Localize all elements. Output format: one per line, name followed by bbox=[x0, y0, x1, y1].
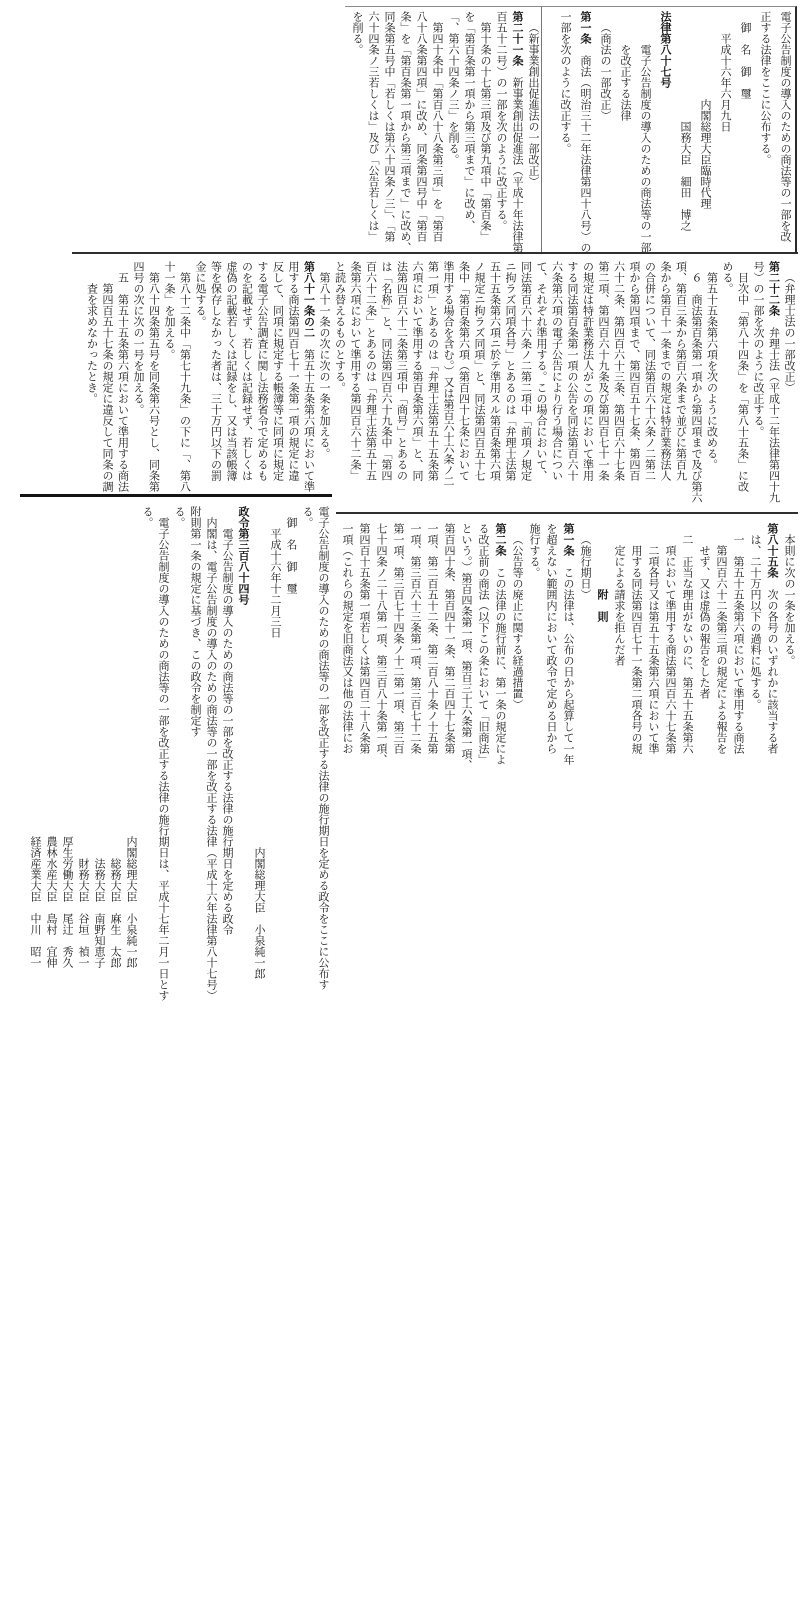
text-column: 号）の一部を次のように改正する。 bbox=[752, 261, 764, 437]
text-column: 条第六項において準用する第四百六十二条」 bbox=[349, 261, 361, 481]
text-column: 六条第六項の電子公告により行う場合につい bbox=[550, 261, 563, 481]
text-column: 六十四条ノ三若しくは」及び「公告若しくは」 bbox=[367, 11, 379, 242]
text-column: 法第四百六十二条第三項中「商号」とあるの bbox=[395, 261, 408, 481]
text-column: 国務大臣 細田 博之 bbox=[679, 121, 691, 231]
text-column: 第四百五十七条の規定に違反して同条の調 bbox=[101, 283, 113, 492]
text-column: の合併について、同法第百六十六条ノ二第二 bbox=[643, 261, 656, 481]
text-column: 平成十六年十二月三日 bbox=[269, 528, 281, 638]
text-column: 第二条 この法律の施行前に、第一条の規定によ bbox=[494, 523, 506, 765]
text-column: 四号の次に次の一号を加える。 bbox=[132, 261, 144, 415]
text-column: 一 第五十五条第六項において準用する商法 bbox=[732, 534, 744, 754]
text-column: は「名称」と、同法第四百六十九条中「第四 bbox=[380, 261, 392, 481]
text-column: 用する同法第四百七十一条第二項各号の規 bbox=[630, 545, 642, 754]
text-column: 附則第一条の規定に基づき、この政令を制定す bbox=[189, 506, 201, 737]
text-column: て、それぞれ準用する。この場合において、 bbox=[535, 261, 547, 481]
text-column: 二項各号又は第五十五条第六項において準 bbox=[647, 545, 659, 754]
text-column: 第一項、第三百七十四条ノ十二第一項、第三百 bbox=[392, 523, 404, 754]
text-column: 一部を次のように改正する。 bbox=[559, 11, 571, 154]
law-87-promulgation-section bbox=[345, 6, 797, 252]
text-column: 百五十二号）の一部を次のように改正する。 bbox=[495, 11, 507, 231]
text-column: 第四十条中「第百八十八条第三項」を「第百 bbox=[431, 22, 443, 242]
text-column: 平成十六年六月九日 bbox=[719, 33, 731, 132]
text-column: 附 則 bbox=[596, 589, 608, 622]
text-column: ニ拘ラズ同項各号」とあるのは「弁理士法第 bbox=[504, 261, 516, 481]
text-column: 第八十一条の二 第五十五条第六項において準 bbox=[302, 261, 315, 492]
signature-minister-economy: 経済産業大臣 中川 昭一 bbox=[29, 836, 41, 968]
text-column: 査を求めなかったとき。 bbox=[85, 283, 98, 404]
law-87-promulgation-page bbox=[541, 7, 795, 252]
text-column: 電子公告制度の導入のための商法等の一部を改正する法律の施行期日を定める政令 bbox=[221, 528, 233, 935]
text-column: （商法の一部改正） bbox=[599, 22, 611, 121]
text-column: 第二十二条 弁理士法（平成十二年法律第四十九 bbox=[767, 261, 780, 503]
text-column: 第四百十五条第一項若しくは第四百二十八条第 bbox=[358, 523, 370, 754]
text-column: 反して、同項に規定する帳簿等に同項に規定 bbox=[271, 261, 284, 481]
text-column: 第八十四条第五号を同条第六号とし、同条第 bbox=[147, 272, 160, 492]
text-column: を改正する法律 bbox=[619, 44, 631, 121]
text-column: 「、第六十四条ノ三」を削る。 bbox=[447, 11, 459, 165]
text-column: を「第百条第一項から第三項まで」に改め、 bbox=[463, 11, 475, 231]
text-column: 第四百六十二条第三項の規定による報告を bbox=[715, 545, 727, 754]
text-column: という。）第百四条第一項、第百三十六条第一項、 bbox=[460, 523, 472, 771]
text-column: 第一条 この法律は、公布の日から起算して一年 bbox=[562, 523, 574, 765]
text-column: を超えない範囲内において政令で定める日から bbox=[545, 523, 557, 754]
text-column: と読み替えるものとする。 bbox=[333, 261, 346, 393]
text-column: 一項、第二百五十二条、第二百八十条ノ十五第 bbox=[426, 523, 438, 754]
text-column: 電子公告制度の導入のための商法等の一部 bbox=[639, 44, 651, 253]
text-column: 電子公告制度の導入のための商法等の一部を改正する法律の施行期日を定める政令をここに公布す bbox=[317, 506, 329, 990]
signature-minister-finance: 財務大臣 谷垣 禎一 bbox=[77, 858, 89, 968]
law-87-article-21-page bbox=[345, 7, 541, 252]
text-column: 第五十五条第六項を次のように改める。 bbox=[705, 272, 718, 470]
text-column: （施行期日） bbox=[579, 534, 591, 600]
text-column: 百六十二条」とあるのは「弁理士法第五十五 bbox=[364, 261, 377, 481]
text-column: は、二十万円以下の過料に処する。 bbox=[749, 534, 761, 710]
text-column: 電子公告制度の導入のための商法等の一部を改 bbox=[779, 11, 791, 242]
text-column: 内閣総理大臣 小泉純一郎 bbox=[253, 847, 265, 979]
text-column: 同法第百六十六条ノ二第二項中「前項ノ規定 bbox=[519, 261, 532, 481]
text-column: 第十条の十七第三項及び第九項中「第百条」 bbox=[479, 22, 491, 242]
text-column: （新事業創出促進法の一部改正） bbox=[527, 22, 539, 187]
text-column: 第八十二条中「第七十九条」の下に「、第八 bbox=[178, 272, 191, 492]
text-column: の規定は特許業務法人がこの項において準用 bbox=[581, 261, 594, 481]
patent-attorney-law-amendment-section bbox=[72, 252, 798, 502]
text-column: 用する商法第四百七十一条第一項の規定に違 bbox=[287, 261, 299, 481]
text-column: のを記載せず、若しくは記録せず、若しくは bbox=[240, 261, 253, 481]
text-column: 第一項」とあるのは「弁理士法第五十五条第 bbox=[426, 261, 439, 481]
text-column: せず、又は虚偽の報告をした者 bbox=[698, 545, 710, 699]
cabinet-order-384-section bbox=[20, 494, 332, 1016]
text-column: 条から第百十一条までの規定は特許業務法人 bbox=[659, 261, 671, 481]
text-column: 七十四条ノ二十八第一項、第三百八十条第一項、 bbox=[375, 523, 387, 765]
text-column: 正する法律をここに公布する。 bbox=[759, 11, 771, 165]
text-column: 金に処する。 bbox=[194, 261, 206, 327]
text-column: 五十五条第六項ニ於テ準用スル第百条第六項 bbox=[488, 261, 501, 481]
supplementary-provisions-section bbox=[336, 512, 798, 776]
text-column: （弁理士法の一部改正） bbox=[783, 272, 795, 393]
text-column: 虚偽の記載若しくは記録をし、又は当該帳簿 bbox=[225, 261, 237, 481]
text-column: 目次中「第八十四条」を「第八十五条」に改 bbox=[736, 272, 749, 492]
text-column: 準用する場合を含む。）又は第百六十六条ノ二 bbox=[442, 261, 454, 487]
text-column: 第八十五条 次の各号のいずれかに該当する者 bbox=[766, 523, 778, 754]
text-column: る。 bbox=[301, 506, 313, 528]
text-column: する同法第百条第一項の公告を同法第百六十 bbox=[566, 261, 578, 481]
text-column: 第二項、第四百六十九条及び第四百七十一条 bbox=[597, 261, 609, 481]
text-column: 六十二条、第四百六十三条、第四百六十七条 bbox=[612, 261, 625, 481]
text-column: 二 正当な理由がないのに、第五十五条第六 bbox=[681, 534, 693, 754]
text-column: 施行する。 bbox=[528, 523, 540, 578]
text-column: 内閣は、電子公告制度の導入のための商法等の一部を改正する法律（平成十六年法律第八十七号） bbox=[205, 517, 217, 1001]
text-column: ６ 商法第百条第一項から第四項まで及び第六 bbox=[690, 272, 702, 503]
text-column: 第二十一条 新事業創出促進法（平成十年法律第 bbox=[511, 11, 523, 253]
text-column: 八十八条第四項」に改め、同条第四号中「第百 bbox=[415, 11, 427, 242]
text-column: する電子公告調査に関し法務省令で定めるも bbox=[256, 261, 268, 481]
text-column: 一項（これらの規定を旧商法又は他の法律にお bbox=[341, 523, 353, 754]
text-column: 等を保存しなかった者は、三十万円以下の罰 bbox=[209, 261, 222, 481]
text-column: 一項、第三百六十三条第一項、第三百七十二条 bbox=[409, 523, 421, 754]
text-column: 条」を「第百条第一項から第三項まで」に改め、 bbox=[399, 11, 411, 253]
text-column: る。 bbox=[173, 506, 185, 528]
text-column: 定による請求を拒んだ者 bbox=[613, 545, 625, 666]
text-column: める。 bbox=[721, 261, 733, 294]
text-column: 内閣総理大臣臨時代理 bbox=[699, 99, 711, 209]
text-column: 六項において準用する第百条第六項」と、同 bbox=[411, 261, 423, 481]
text-column: 項から第四項まで、第四百五十七条、第四百 bbox=[628, 261, 640, 481]
signature-minister-internal-affairs: 総務大臣 麻生 太郎 bbox=[109, 858, 121, 968]
text-column: を削る。 bbox=[351, 11, 363, 55]
text-column: （公告等の廃止に関する経過措置） bbox=[511, 534, 523, 710]
text-column: 十一条」を加える。 bbox=[163, 261, 175, 360]
text-column: 本則に次の一条を加える。 bbox=[783, 534, 795, 666]
text-column: る。 bbox=[141, 506, 153, 528]
signature-minister-health-labour: 厚生労働大臣 尾辻 秀久 bbox=[61, 836, 73, 968]
text-column: 法律第八十七号 bbox=[659, 11, 671, 88]
text-column: る改正前の商法（以下この条において「旧商法」 bbox=[477, 523, 489, 765]
text-column: 項において準用する商法第四百六十七条第 bbox=[664, 545, 676, 754]
text-column: 御 名 御 璽 bbox=[285, 517, 297, 594]
text-column: 条中「第百条第六項（第百四十七条において bbox=[457, 261, 470, 481]
text-column: 項、第百三条から第百六条まで並びに第百九 bbox=[674, 261, 687, 481]
text-column: 第八十一条の次に次の一条を加える。 bbox=[318, 272, 330, 459]
signature-minister-agriculture: 農林水産大臣 島村 宜伸 bbox=[45, 836, 57, 968]
text-column: 電子公告制度の導入のための商法等の一部を改正する法律の施行期日は、平成十七年二月一日とす bbox=[157, 517, 169, 1001]
text-column: ノ規定ニ拘ラズ同項」と、同法第四百五十七 bbox=[473, 261, 485, 481]
text-column: 五 第五十五条第六項において準用する商法 bbox=[116, 272, 129, 492]
signature-minister-justice: 法務大臣 南野知恵子 bbox=[93, 858, 105, 968]
text-column: 同条第五号中「若しくは第六十四条ノ三」、「第 bbox=[383, 11, 395, 242]
signature-prime-minister: 内閣総理大臣 小泉純一郎 bbox=[125, 836, 137, 968]
text-column: 第一条 商法（明治三十二年法律第四十八号）の bbox=[579, 11, 591, 253]
text-column: 政令第三百八十四号 bbox=[237, 506, 249, 605]
text-column: 第百四十条、第百四十一条、第二百四十七条第 bbox=[443, 523, 455, 754]
text-column: 御 名 御 璽 bbox=[739, 22, 751, 99]
